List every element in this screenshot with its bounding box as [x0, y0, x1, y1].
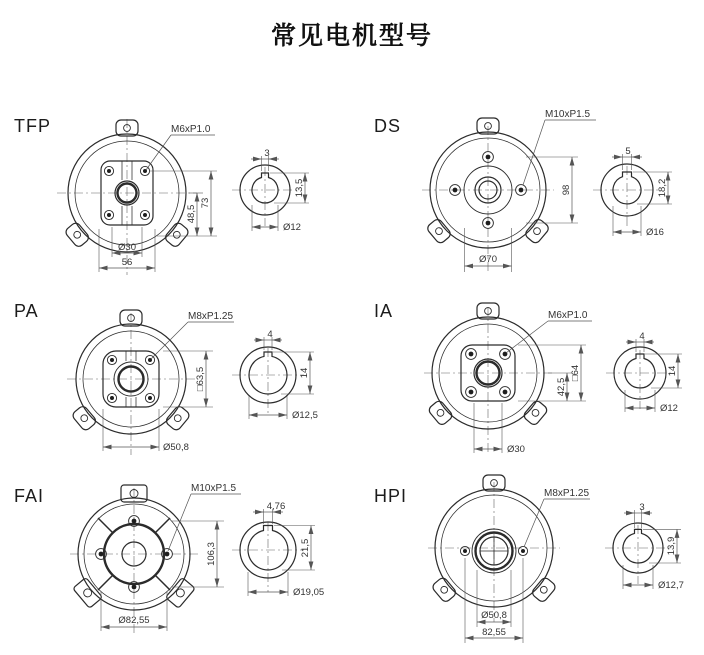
panel-fai-label: FAI — [14, 486, 45, 506]
tfp-shaft-drawing — [232, 148, 309, 233]
pa-flange-drawing — [67, 310, 234, 455]
ia-shaft-key-width: 4 — [639, 331, 645, 342]
tfp-dim-width: 56 — [121, 257, 133, 268]
pa-shaft-drawing — [232, 329, 318, 421]
tfp-dim-height-inner: 48,5 — [186, 204, 197, 224]
ia-shaft-drawing — [606, 331, 682, 414]
hpi-shaft-drawing — [605, 502, 684, 591]
panel-ds-label: DS — [374, 116, 402, 136]
panel-hpi — [374, 475, 684, 643]
page-title: 常见电机型号 — [270, 22, 433, 50]
panel-pa — [14, 301, 318, 455]
ds-flange-drawing — [422, 109, 596, 272]
pa-shaft-key-width: 4 — [267, 329, 273, 340]
tfp-shaft-key-width: 3 — [264, 148, 270, 159]
pa-shaft-diameter: Ø12,5 — [292, 410, 318, 421]
pa-dim-square: □63,5 — [195, 366, 206, 392]
hpi-thread-callout: M8xP1.25 — [544, 488, 590, 499]
tfp-dim-bore: Ø30 — [118, 242, 136, 253]
ia-dim-square: □64 — [570, 364, 581, 382]
ds-shaft-drawing — [593, 146, 672, 238]
panel-ds — [374, 109, 672, 272]
tfp-shaft-diameter: Ø12 — [283, 222, 301, 233]
panel-pa-label: PA — [14, 301, 39, 321]
ds-shaft-diameter: Ø16 — [646, 227, 664, 238]
panel-hpi-label: HPI — [374, 486, 408, 506]
ia-dim-height-inner: 42,5 — [556, 377, 567, 397]
ia-shaft-key-depth: 14 — [667, 365, 678, 377]
tfp-shaft-key-depth: 13,5 — [294, 178, 305, 198]
hpi-shaft-diameter: Ø12,7 — [658, 580, 684, 591]
ds-dim-bolt-circle: Ø70 — [479, 254, 497, 265]
fai-shaft-key-width: 4,76 — [266, 501, 286, 512]
pa-thread-callout: M8xP1.25 — [188, 311, 234, 322]
pa-shaft-key-depth: 14 — [299, 367, 310, 379]
ia-dim-bore: Ø30 — [507, 444, 525, 455]
fai-thread-callout: M10xP1.5 — [191, 483, 237, 494]
tfp-thread-callout: M6xP1.0 — [171, 124, 211, 135]
panel-tfp — [14, 116, 309, 275]
panel-fai — [14, 483, 324, 634]
hpi-flange-drawing — [428, 475, 590, 643]
hpi-dim-bore: Ø50,8 — [481, 610, 507, 621]
hpi-shaft-key-width: 3 — [639, 502, 645, 513]
panel-tfp-label: TFP — [14, 116, 51, 136]
fai-shaft-diameter: Ø19,05 — [293, 587, 325, 598]
ds-shaft-key-width: 5 — [625, 146, 631, 157]
ds-shaft-key-depth: 18,2 — [657, 178, 668, 198]
pa-dim-bore: Ø50,8 — [163, 442, 189, 453]
fai-shaft-key-depth: 21,5 — [300, 538, 311, 558]
tfp-dim-height-outer: 73 — [200, 197, 211, 209]
hpi-dim-bolt-span: 82,55 — [482, 627, 506, 638]
ds-dim-height: 98 — [561, 184, 572, 196]
hpi-shaft-key-depth: 13,9 — [666, 536, 677, 556]
ia-thread-callout: M6xP1.0 — [548, 310, 588, 321]
panel-ia-label: IA — [374, 301, 394, 321]
ia-shaft-diameter: Ø12 — [660, 403, 678, 414]
fai-flange-drawing — [70, 483, 241, 634]
fai-shaft-drawing — [232, 501, 324, 598]
fai-dim-height: 106,3 — [206, 542, 217, 566]
fai-dim-bolt-circle: Ø82,55 — [118, 615, 150, 626]
tfp-flange-drawing — [57, 119, 217, 275]
ia-flange-drawing — [424, 303, 592, 455]
ds-thread-callout: M10xP1.5 — [545, 109, 591, 120]
panel-ia — [374, 301, 682, 455]
